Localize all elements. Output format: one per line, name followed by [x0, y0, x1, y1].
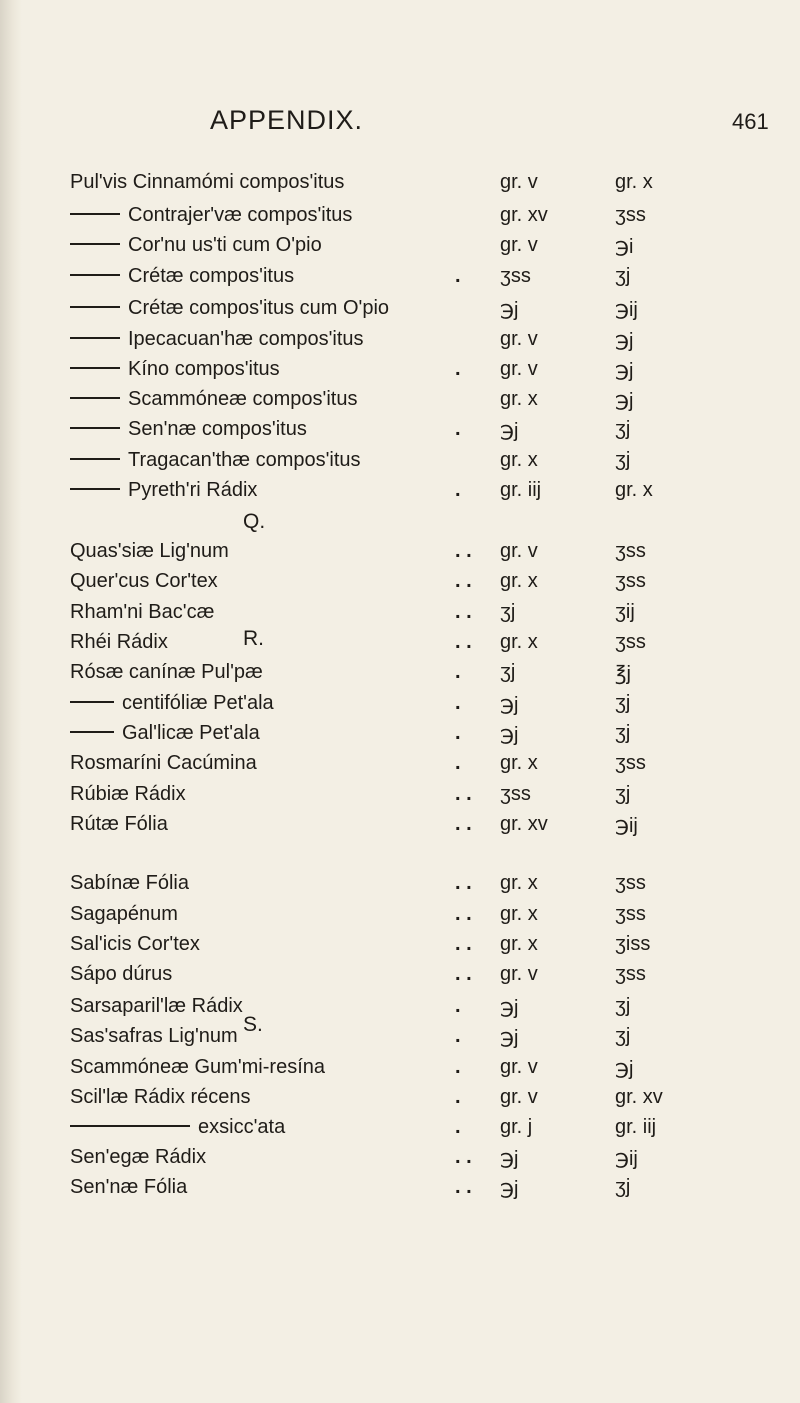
table-row — [0, 631, 800, 661]
table-row — [0, 903, 800, 933]
dose-maximum: ℈ij — [615, 299, 638, 321]
ditto-dash — [70, 488, 120, 490]
table-row — [0, 234, 800, 264]
drug-name — [70, 479, 257, 502]
table-row — [0, 1025, 800, 1055]
dose-minimum: gr. x — [500, 631, 538, 653]
table-row — [0, 1086, 800, 1116]
dose-minimum: gr. v — [500, 1086, 538, 1108]
dose-minimum: ʒss — [500, 783, 531, 805]
dose-maximum: ʒss — [615, 204, 646, 226]
leader-dots: . — [455, 418, 461, 440]
dose-minimum: ℈j — [500, 1148, 519, 1170]
drug-name-text: Pul'vis Cinnamómi compos'itus — [70, 171, 345, 193]
drug-name-text: Sápo dúrus — [70, 963, 173, 985]
dose-maximum: ʒj — [615, 995, 631, 1017]
table-row — [0, 933, 800, 963]
drug-name — [70, 783, 186, 806]
leader-dots: . — [455, 995, 461, 1017]
dose-maximum: ʒj — [615, 692, 631, 714]
table-row — [0, 722, 800, 752]
leader-dots: . — [455, 692, 461, 714]
leader-dots: . . — [455, 903, 472, 925]
ditto-dash — [70, 337, 120, 339]
drug-name-text: Rham'ni Bac'cæ — [70, 601, 215, 623]
dose-maximum: ʒss — [615, 570, 646, 592]
dose-maximum: ʒj — [615, 783, 631, 805]
dose-minimum: ℈j — [500, 1178, 519, 1200]
drug-name — [70, 1086, 251, 1109]
drug-name-text: Quas'siæ Lig'num — [70, 540, 229, 562]
dose-minimum: ℈j — [500, 724, 519, 746]
leader-dots: . . — [455, 540, 472, 562]
drug-name-text: Sarsaparil'læ Rádix — [70, 995, 243, 1017]
dose-minimum: gr. x — [500, 449, 538, 471]
dose-maximum: ʒss — [615, 631, 646, 653]
dose-minimum: gr. v — [500, 234, 538, 256]
ditto-dash — [70, 213, 120, 215]
table-row — [0, 418, 800, 448]
drug-name — [70, 234, 322, 257]
table-row — [0, 1056, 800, 1086]
running-title: APPENDIX. — [210, 105, 364, 135]
table-row — [0, 265, 800, 295]
table-row — [0, 661, 800, 691]
drug-name-text: Sagapénum — [70, 903, 178, 925]
dose-minimum: gr. x — [500, 570, 538, 592]
drug-name — [70, 204, 352, 227]
dose-maximum: ʒss — [615, 963, 646, 985]
dose-maximum: ʒj — [615, 418, 631, 440]
leader-dots: . . — [455, 872, 472, 894]
drug-name-text: Crétæ compos'itus cum O'pio — [128, 297, 390, 319]
dose-minimum: gr. x — [500, 388, 538, 410]
table-row — [0, 540, 800, 570]
dose-minimum: gr. x — [500, 752, 538, 774]
table-row — [0, 872, 800, 902]
dose-minimum: ʒj — [500, 661, 516, 683]
dose-maximum: ʒj — [615, 265, 631, 287]
leader-dots: . . — [455, 813, 472, 835]
leader-dots: . — [455, 1025, 461, 1047]
leader-dots: . . — [455, 1176, 472, 1198]
table-row — [0, 297, 800, 327]
drug-name — [70, 388, 357, 411]
leader-dots: . . — [455, 570, 472, 592]
dose-minimum: ℈j — [500, 694, 519, 716]
section-letter-q: Q. — [243, 510, 266, 533]
section-letter-s: S. — [243, 1013, 263, 1036]
leader-dots: . . — [455, 783, 472, 805]
drug-name-text: Tragacan'thæ compos'itus — [128, 449, 361, 471]
drug-name — [70, 903, 178, 926]
leader-dots: . — [455, 479, 461, 501]
ditto-dash — [70, 701, 114, 703]
dose-maximum: ℈ij — [615, 815, 638, 837]
drug-name — [70, 933, 200, 956]
drug-name — [70, 631, 168, 654]
leader-dots: . — [455, 265, 461, 287]
dose-maximum: ʒss — [615, 540, 646, 562]
table-row — [0, 328, 800, 358]
drug-name — [70, 752, 257, 775]
page-number: 461 — [732, 109, 769, 134]
drug-name-text: centifóliæ Pet'ala — [122, 692, 274, 714]
dose-minimum: gr. xv — [500, 204, 548, 226]
dose-maximum: ʒj — [615, 1025, 631, 1047]
dose-maximum: ℈j — [615, 390, 634, 412]
drug-name-text: Rosmaríni Cacúmina — [70, 752, 257, 774]
table-row — [0, 204, 800, 234]
drug-name — [70, 358, 280, 381]
drug-name-text: Pyreth'ri Rádix — [128, 479, 258, 501]
dose-minimum: ℈j — [500, 299, 519, 321]
drug-name-text: Sas'safras Lig'num — [70, 1025, 238, 1047]
dose-minimum: ℈j — [500, 1027, 519, 1049]
table-row — [0, 692, 800, 722]
dose-maximum: ʒj — [615, 449, 631, 471]
dose-minimum: gr. v — [500, 963, 538, 985]
dose-minimum: ʒj — [500, 601, 516, 623]
drug-name-text: Contrajer'væ compos'itus — [128, 204, 353, 226]
dose-minimum: gr. v — [500, 1056, 538, 1078]
drug-name — [70, 692, 274, 715]
drug-name-text: exsicc'ata — [198, 1116, 286, 1138]
drug-name-text: Sen'næ Fólia — [70, 1176, 188, 1198]
drug-name-text: Crétæ compos'itus — [128, 265, 295, 287]
drug-name — [70, 963, 172, 986]
ditto-dash — [70, 1125, 190, 1127]
drug-name-text: Sabínæ Fólia — [70, 872, 189, 894]
ditto-dash — [70, 274, 120, 276]
drug-name-text: Scammóneæ compos'itus — [128, 388, 358, 410]
ditto-dash — [70, 731, 114, 733]
drug-name-text: Scil'læ Rádix récens — [70, 1086, 251, 1108]
leader-dots: . — [455, 722, 461, 744]
drug-name — [70, 570, 218, 593]
drug-name — [70, 297, 389, 320]
drug-name-text: Ipecacuan'hæ compos'itus — [128, 328, 364, 350]
dose-maximum: gr. xv — [615, 1086, 663, 1108]
drug-name — [70, 1116, 285, 1139]
dose-maximum: ℈j — [615, 360, 634, 382]
drug-name-text: Rhéi Rádix — [70, 631, 168, 653]
drug-name-text: Rósæ canínæ Pul'pæ — [70, 661, 263, 683]
table-row — [0, 388, 800, 418]
dose-minimum: gr. v — [500, 171, 538, 193]
dose-maximum: ℈j — [615, 1058, 634, 1080]
drug-name — [70, 813, 168, 836]
drug-name-text: Sal'icis Cor'tex — [70, 933, 200, 955]
dose-minimum: gr. j — [500, 1116, 533, 1138]
drug-name — [70, 872, 189, 895]
table-row — [0, 813, 800, 843]
dose-minimum: gr. v — [500, 540, 538, 562]
drug-name — [70, 601, 214, 624]
dose-maximum: ʒj — [615, 1176, 631, 1198]
drug-name — [70, 171, 344, 194]
drug-name — [70, 1056, 325, 1079]
leader-dots: . — [455, 1116, 461, 1138]
drug-name-text: Scammóneæ Gum'mi-resína — [70, 1056, 325, 1078]
table-row — [0, 1146, 800, 1176]
drug-name — [70, 995, 243, 1018]
drug-name — [70, 328, 364, 351]
dose-minimum: ʒss — [500, 265, 531, 287]
drug-name-text: Gal'licæ Pet'ala — [122, 722, 260, 744]
table-row — [0, 1176, 800, 1206]
leader-dots: . . — [455, 601, 472, 623]
ditto-dash — [70, 427, 120, 429]
leader-dots: . . — [455, 963, 472, 985]
table-row — [0, 358, 800, 388]
dose-maximum: ℈i — [615, 236, 634, 258]
drug-name-text: Sen'egæ Rádix — [70, 1146, 207, 1168]
drug-name-text: Rútæ Fólia — [70, 813, 168, 835]
dose-maximum: ʒss — [615, 872, 646, 894]
table-row — [0, 171, 800, 201]
page-header — [0, 105, 800, 135]
dose-minimum: gr. x — [500, 872, 538, 894]
drug-name — [70, 1025, 238, 1048]
drug-name-text: Cor'nu us'ti cum O'pio — [128, 234, 322, 256]
dose-maximum: ℈ij — [615, 1148, 638, 1170]
drug-name — [70, 265, 294, 288]
leader-dots: . — [455, 358, 461, 380]
dose-maximum: gr. iij — [615, 1116, 657, 1138]
dose-maximum: ʒss — [615, 903, 646, 925]
dose-minimum: gr. v — [500, 328, 538, 350]
dose-minimum: ℈j — [500, 420, 519, 442]
table-row — [0, 752, 800, 782]
drug-name — [70, 418, 307, 441]
ditto-dash — [70, 458, 120, 460]
leader-dots: . . — [455, 933, 472, 955]
drug-name-text: Sen'næ compos'itus — [128, 418, 307, 440]
table-row — [0, 479, 800, 509]
leader-dots: . — [455, 661, 461, 683]
drug-name — [70, 1146, 206, 1169]
dose-minimum: gr. iij — [500, 479, 542, 501]
dose-maximum: ʒss — [615, 752, 646, 774]
leader-dots: . . — [455, 631, 472, 653]
ditto-dash — [70, 243, 120, 245]
table-row — [0, 995, 800, 1025]
table-row — [0, 570, 800, 600]
drug-name — [70, 540, 229, 563]
dose-minimum: ℈j — [500, 997, 519, 1019]
dose-maximum: gr. x — [615, 171, 653, 193]
drug-name-text: Quer'cus Cor'tex — [70, 570, 218, 592]
drug-name-text: Kíno compos'itus — [128, 358, 280, 380]
dose-maximum: ℥j — [615, 663, 631, 685]
drug-name-text: Rúbiæ Rádix — [70, 783, 186, 805]
ditto-dash — [70, 397, 120, 399]
ditto-dash — [70, 306, 120, 308]
table-row — [0, 449, 800, 479]
leader-dots: . — [455, 1056, 461, 1078]
dose-maximum: ʒij — [615, 601, 635, 623]
dose-maximum: gr. x — [615, 479, 653, 501]
drug-name — [70, 661, 263, 684]
leader-dots: . — [455, 752, 461, 774]
drug-name — [70, 722, 260, 745]
table-row — [0, 601, 800, 631]
table-row — [0, 963, 800, 993]
dose-minimum: gr. xv — [500, 813, 548, 835]
dose-maximum: ʒiss — [615, 933, 651, 955]
drug-name — [70, 1176, 187, 1199]
ditto-dash — [70, 367, 120, 369]
leader-dots: . . — [455, 1146, 472, 1168]
section-letter-r: R. — [243, 627, 264, 650]
drug-name — [70, 449, 361, 472]
dose-minimum: gr. v — [500, 358, 538, 380]
table-row — [0, 1116, 800, 1146]
dose-minimum: gr. x — [500, 903, 538, 925]
leader-dots: . — [455, 1086, 461, 1108]
dose-maximum: ℈j — [615, 330, 634, 352]
table-row — [0, 783, 800, 813]
dose-minimum: gr. x — [500, 933, 538, 955]
dose-maximum: ʒj — [615, 722, 631, 744]
